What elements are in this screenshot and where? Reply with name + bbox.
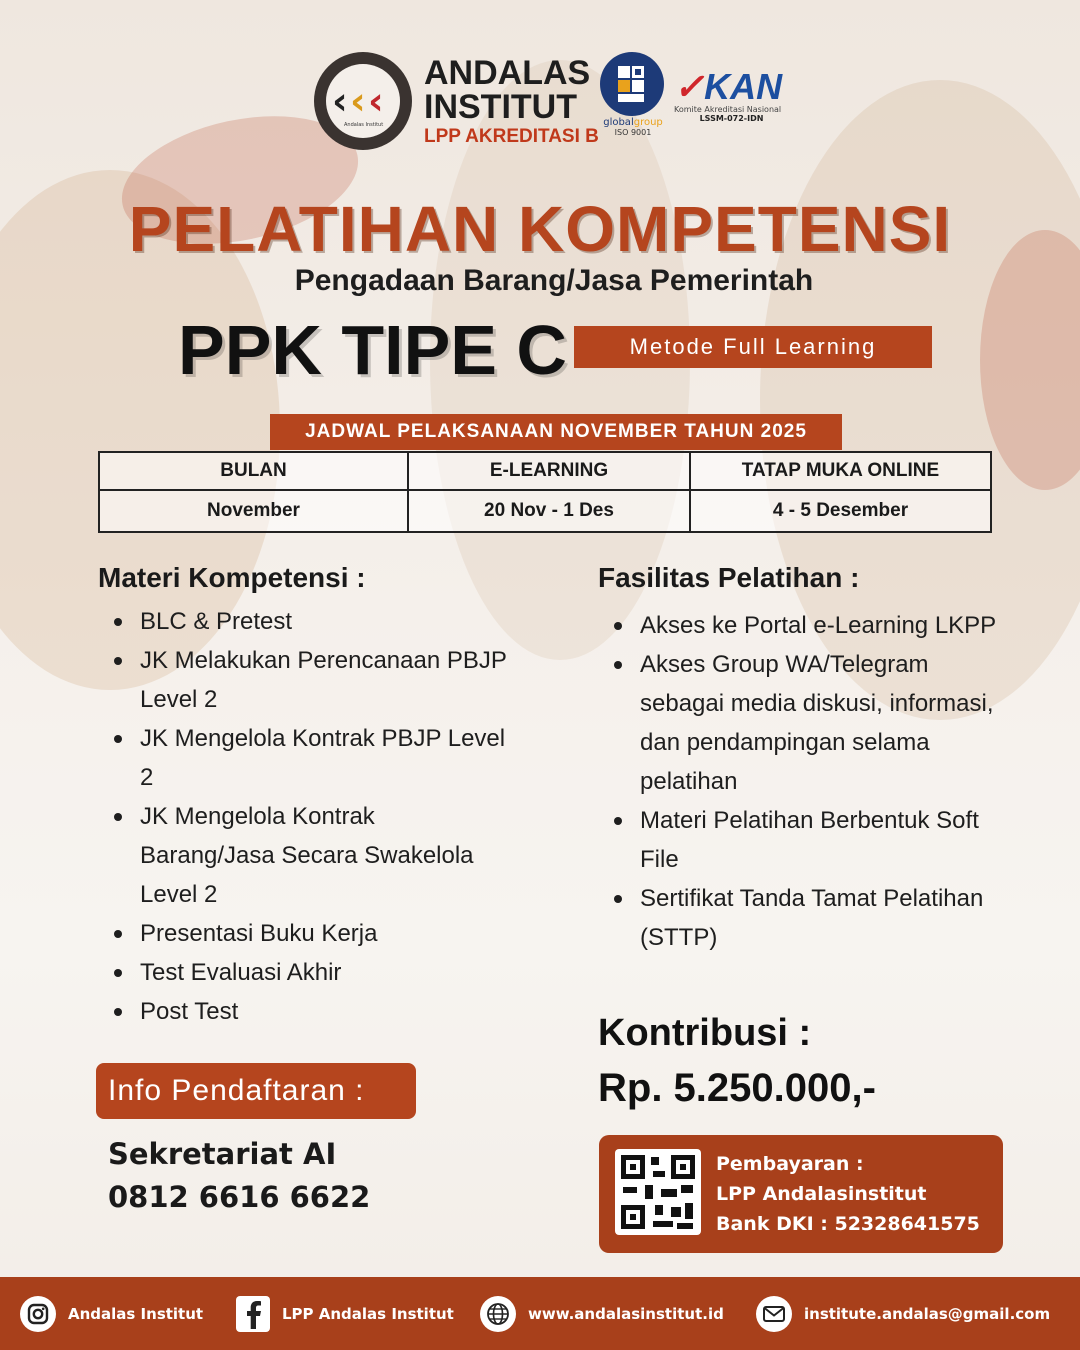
method-badge: Metode Full Learning bbox=[574, 326, 932, 368]
schedule-table bbox=[98, 451, 992, 533]
email-label: institute.andalas@gmail.com bbox=[804, 1305, 1051, 1323]
registration-info-badge: Info Pendaftaran : bbox=[96, 1063, 416, 1119]
page-title: PELATIHAN KOMPETENSI bbox=[128, 193, 952, 265]
list-item: Akses ke Portal e-Learning LKPP bbox=[612, 606, 1012, 645]
andalas-institut-logo: ‹ ‹ ‹ Andalas Institut bbox=[314, 52, 412, 150]
brand-line-1: ANDALAS bbox=[424, 54, 591, 92]
footer-facebook[interactable] bbox=[236, 1295, 454, 1333]
checkmark-icon: ✓ bbox=[674, 66, 705, 107]
kontribusi-price: Rp. 5.250.000,- bbox=[598, 1066, 876, 1110]
website-label: www.andalasinstitut.id bbox=[528, 1305, 724, 1323]
globalgroup-b: group bbox=[633, 117, 663, 128]
facebook-label: LPP Andalas Institut bbox=[282, 1305, 454, 1323]
list-item: Post Test bbox=[112, 992, 512, 1031]
qr-code-icon[interactable] bbox=[615, 1149, 701, 1235]
schedule-banner: JADWAL PELAKSANAAN NOVEMBER TAHUN 2025 bbox=[270, 414, 842, 450]
schedule-header-row bbox=[99, 452, 991, 490]
list-item: Akses Group WA/Telegram sebagai media diskusi, informasi, dan pendampingan selama pelatihan bbox=[612, 645, 1012, 801]
brand-text bbox=[424, 56, 604, 148]
list-item: JK Mengelola Kontrak PBJP Level 2 bbox=[112, 719, 512, 797]
footer-instagram[interactable] bbox=[20, 1295, 203, 1333]
page-subtitle: Pengadaan Barang/Jasa Pemerintah bbox=[294, 264, 814, 297]
kan-word: KAN bbox=[704, 66, 783, 107]
payment-label: Pembayaran : bbox=[716, 1153, 864, 1175]
payment-box bbox=[599, 1135, 1003, 1253]
program-title: PPK TIPE C bbox=[178, 311, 567, 389]
materi-heading: Materi Kompetensi : bbox=[98, 562, 366, 593]
kan-id: LSSM-072-IDN bbox=[699, 114, 764, 123]
fasilitas-list bbox=[612, 606, 1012, 957]
col-header-tatap-muka: TATAP MUKA ONLINE bbox=[690, 452, 991, 490]
fasilitas-heading: Fasilitas Pelatihan : bbox=[598, 562, 860, 593]
kan-logo bbox=[674, 66, 789, 123]
list-item: JK Melakukan Perencanaan PBJP Level 2 bbox=[112, 641, 512, 719]
cell-bulan: November bbox=[99, 490, 408, 532]
payment-details bbox=[716, 1149, 980, 1239]
globalgroup-logo bbox=[600, 52, 666, 137]
iso-label: ISO 9001 bbox=[614, 128, 652, 137]
payment-account-name: LPP Andalasinstitut bbox=[716, 1183, 927, 1205]
contact-name: Sekretariat AI bbox=[108, 1137, 337, 1171]
col-header-elearning: E-LEARNING bbox=[408, 452, 690, 490]
list-item: Materi Pelatihan Berbentuk Soft File bbox=[612, 801, 1012, 879]
brand-accreditation: LPP AKREDITASI B bbox=[424, 126, 599, 147]
footer-website[interactable] bbox=[480, 1295, 724, 1333]
list-item: JK Mengelola Kontrak Barang/Jasa Secara Swakelola Level 2 bbox=[112, 797, 512, 914]
registration-contact bbox=[108, 1133, 370, 1219]
list-item: BLC & Pretest bbox=[112, 602, 512, 641]
instagram-label: Andalas Institut bbox=[68, 1305, 204, 1323]
footer-email[interactable] bbox=[756, 1295, 1050, 1333]
cell-elearning: 20 Nov - 1 Des bbox=[408, 490, 690, 532]
footer bbox=[0, 1277, 1080, 1350]
globalgroup-a: global bbox=[603, 117, 634, 128]
materi-list bbox=[112, 602, 512, 1031]
email-icon bbox=[756, 1296, 792, 1332]
payment-account-number: Bank DKI : 52328641575 bbox=[716, 1213, 980, 1235]
instagram-icon bbox=[20, 1296, 56, 1332]
facebook-icon bbox=[236, 1296, 270, 1332]
globe-icon bbox=[480, 1296, 516, 1332]
kan-subtitle: Komite Akreditasi Nasional bbox=[674, 105, 782, 114]
list-item: Test Evaluasi Akhir bbox=[112, 953, 512, 992]
col-header-bulan: BULAN bbox=[99, 452, 408, 490]
kontribusi-heading: Kontribusi : bbox=[598, 1012, 812, 1054]
cell-tatap-muka: 4 - 5 Desember bbox=[690, 490, 991, 532]
table-row bbox=[99, 490, 991, 532]
contact-phone[interactable]: 0812 6616 6622 bbox=[108, 1180, 371, 1214]
list-item: Sertifikat Tanda Tamat Pelatihan (STTP) bbox=[612, 879, 1012, 957]
brand-line-2: INSTITUT bbox=[424, 88, 577, 126]
list-item: Presentasi Buku Kerja bbox=[112, 914, 512, 953]
logo-small-text: Andalas Institut bbox=[344, 122, 384, 128]
